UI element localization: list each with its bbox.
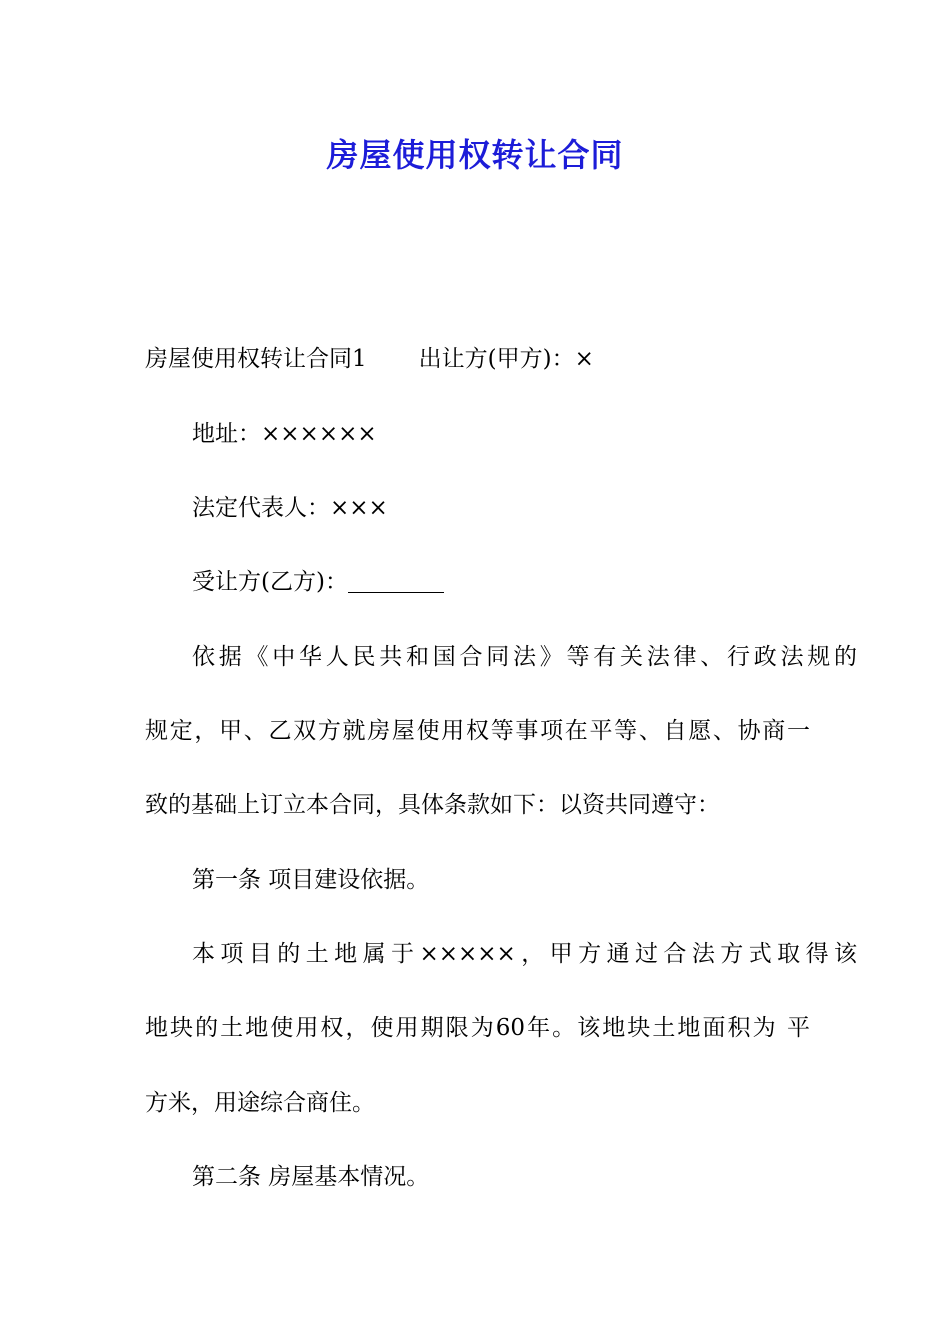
transferee-line: [145, 567, 857, 597]
transferee-blank: [348, 570, 444, 593]
article-1-heading: 第一条 项目建设依据。: [192, 867, 430, 893]
address-line: 地址：××××××: [192, 421, 377, 447]
transferor-label: 出让方(甲方)：×: [418, 346, 594, 372]
article-2-heading: 第二条 房屋基本情况。: [192, 1164, 430, 1190]
paragraph-2-line-2: 地块的土地使用权，使用期限为60年。该地块土地面积为 平: [145, 1015, 810, 1041]
paragraph-1-line-3: 致的基础上订立本合同，具体条款如下：以资共同遵守：: [145, 792, 720, 818]
paragraph-1-line-1: 依据《中华人民共和国合同法》等有关法律、行政法规的: [192, 644, 857, 670]
transferee-label: 受让方(乙方)：: [192, 569, 348, 595]
contract-name-text: 房屋使用权转让合同1: [145, 346, 367, 372]
paragraph-2-line-3: 方米，用途综合商住。: [145, 1090, 375, 1116]
document-title: 房屋使用权转让合同: [326, 136, 624, 174]
paragraph-1-line-2: 规定，甲、乙双方就房屋使用权等事项在平等、自愿、协商一: [145, 718, 810, 744]
legal-representative-line: 法定代表人：×××: [192, 495, 388, 521]
paragraph-2-line-1: 本项目的土地属于×××××，甲方通过合法方式取得该: [192, 941, 857, 967]
contract-header-line: [145, 344, 810, 374]
